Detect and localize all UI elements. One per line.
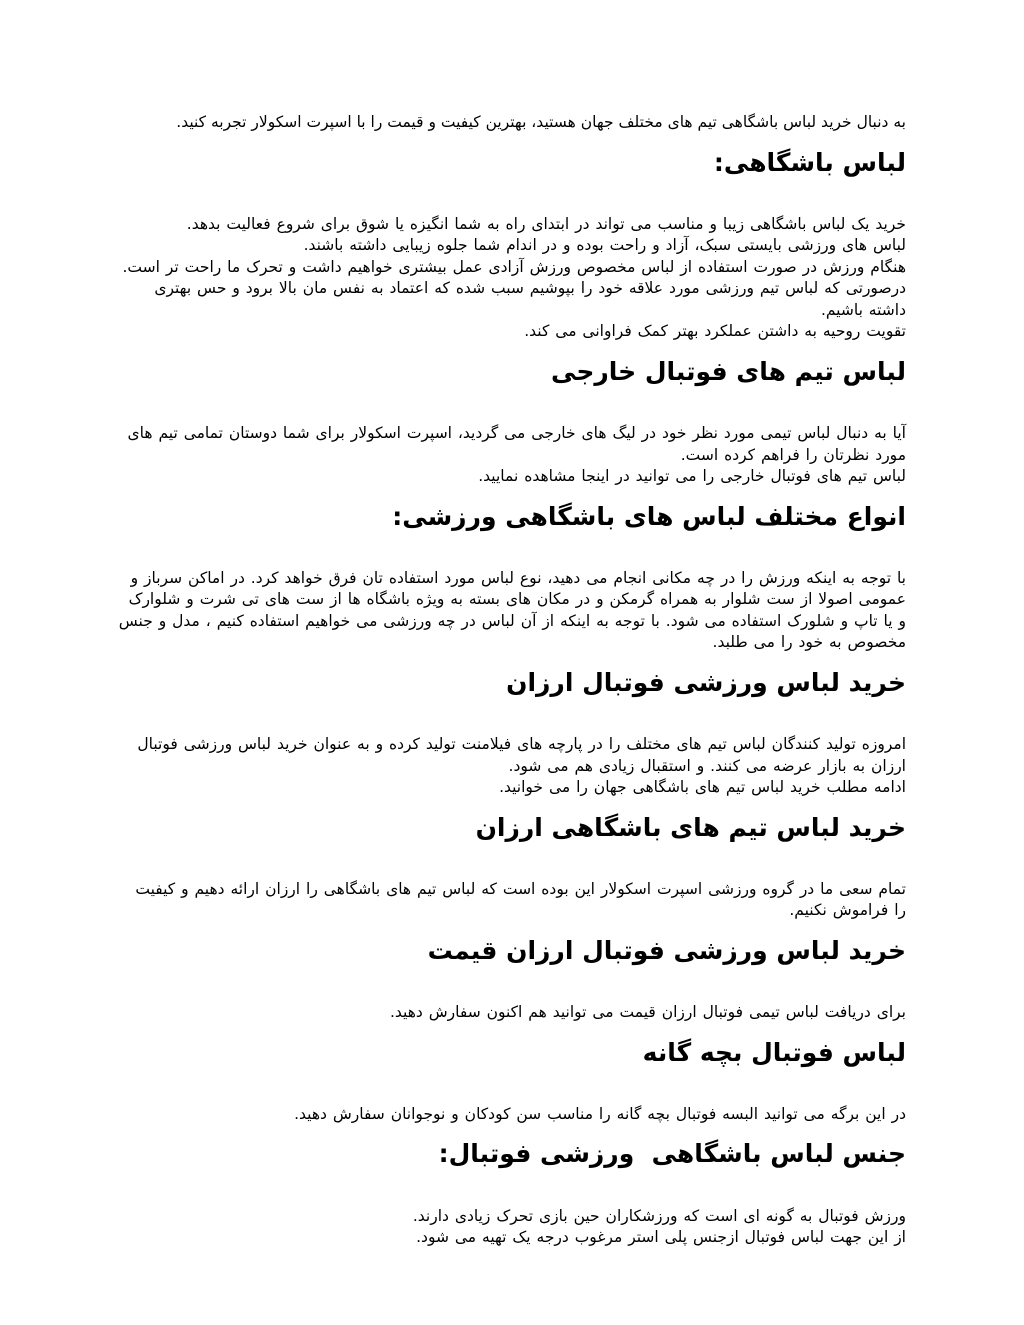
section-heading: انواع مختلف لباس های باشگاهی ورزشی: [392,501,906,531]
paragraph: خرید یک لباس باشگاهی زیبا و مناسب می تواند در ابتدای راه به شما انگیزه یا شوق برای شروع فعالیت بدهد. [186,214,906,233]
section-cheap-football-clothing [118,667,906,799]
section-body [118,879,906,922]
section-cheap-price-football-clothing [118,935,906,1024]
paragraph: لباس تیم های فوتبال خارجی را می توانید در اینجا مشاهده نمایید. [478,467,906,485]
section-foreign-football-kits [118,356,906,488]
section-body [118,568,906,654]
section-heading: جنس لباس باشگاهی ورزشی فوتبال: [438,1139,906,1169]
section-body [118,214,906,343]
section-body [118,1104,906,1126]
section-club-clothing [118,147,906,343]
section-body [118,734,906,799]
paragraph: تقویت روحیه به داشتن عملکرد بهتر کمک فراوانی می کند. [524,322,906,341]
section-heading: لباس باشگاهی: [713,147,906,177]
section-body [118,1002,906,1024]
section-cheap-team-kits [118,812,906,922]
paragraph: درصورتی که لباس تیم ورزشی مورد علاقه خود را بپوشیم سبب شده که اعتماد به نفس مان بالا برود و حس بهتری داشته باشیم. [154,279,906,319]
paragraph: لباس های ورزشی بایستی سبک، آزاد و راحت بوده و در اندام شما جلوه زیبایی داشته باشند. [303,236,906,255]
paragraph: از این جهت لباس فوتبال ازجنس پلی استر مرغوب درجه یک تهیه می شود. [416,1228,906,1246]
paragraph: با توجه به اینکه ورزش را در چه مکانی انجام می دهید، نوع لباس مورد استفاده تان فرق خواهد کرد. در اماکن سرباز و عمومی اصولا از ست شلوار به همراه گرمکن و در مکان های بسته به ویژه باشگاه ها از ست های تی شرت و شلوارک و یا تاپ و شلورک استفاده می شود. با توجه به اینکه از آن لباس در چه ورزشی می خواهیم استفاده کنیم ، مدل و جنس مخصوص به خود را می طلبد. [118,568,906,652]
section-heading: خرید لباس ورزشی فوتبال ارزان قیمت [427,935,906,965]
section-body [118,423,906,488]
paragraph: ادامه مطلب خرید لباس تیم های باشگاهی جهان را می خوانید. [499,778,906,796]
section-heading: لباس فوتبال بچه گانه [642,1037,906,1067]
section-body [118,1206,906,1249]
section-kids-football-clothing [118,1037,906,1126]
section-heading: لباس تیم های فوتبال خارجی [551,356,906,386]
paragraph: ورزش فوتبال به گونه ای است که ورزشکاران حین بازی تحرک زیادی دارند. [412,1206,906,1225]
paragraph: در این برگه می توانید البسه فوتبال بچه گانه را مناسب سن کودکان و نوجوانان سفارش دهید. [294,1104,906,1123]
section-heading: خرید لباس تیم های باشگاهی ارزان [475,812,906,842]
paragraph: هنگام ورزش در صورت استفاده از لباس مخصوص ورزش آزادی عمل بیشتری خواهیم داشت و تحرک ما راحت تر است. [122,257,906,276]
section-clothing-material [118,1138,906,1248]
paragraph: امروزه تولید کنندگان لباس تیم های مختلف را در پارچه های فیلامنت تولید کرده و به عنوان خرید لباس ورزشی فوتبال ارزان به بازار عرضه می کنند. و استقبال زیادی هم می شود. [137,735,906,775]
section-types-of-sport-clothing [118,501,906,654]
section-heading: خرید لباس ورزشی فوتبال ارزان [506,667,906,697]
intro-paragraph: به دنبال خرید لباس باشگاهی تیم های مختلف جهان هستید، بهترین کیفیت و قیمت را با اسپرت اسکولار تجربه کنید. [176,113,906,131]
paragraph: تمام سعی ما در گروه ورزشی اسپرت اسکولار این بوده است که لباس تیم های باشگاهی را ارزان ارائه دهیم و کیفیت را فراموش نکنیم. [135,879,906,920]
paragraph: برای دریافت لباس تیمی فوتبال ارزان قیمت می توانید هم اکنون سفارش دهید. [389,1003,906,1021]
paragraph: آیا به دنبال لباس تیمی مورد نظر خود در لیگ های خارجی می گردید، اسپرت اسکولار برای شما دوستان تمامی تیم های مورد نظرتان را فراهم کرده است. [127,424,906,464]
